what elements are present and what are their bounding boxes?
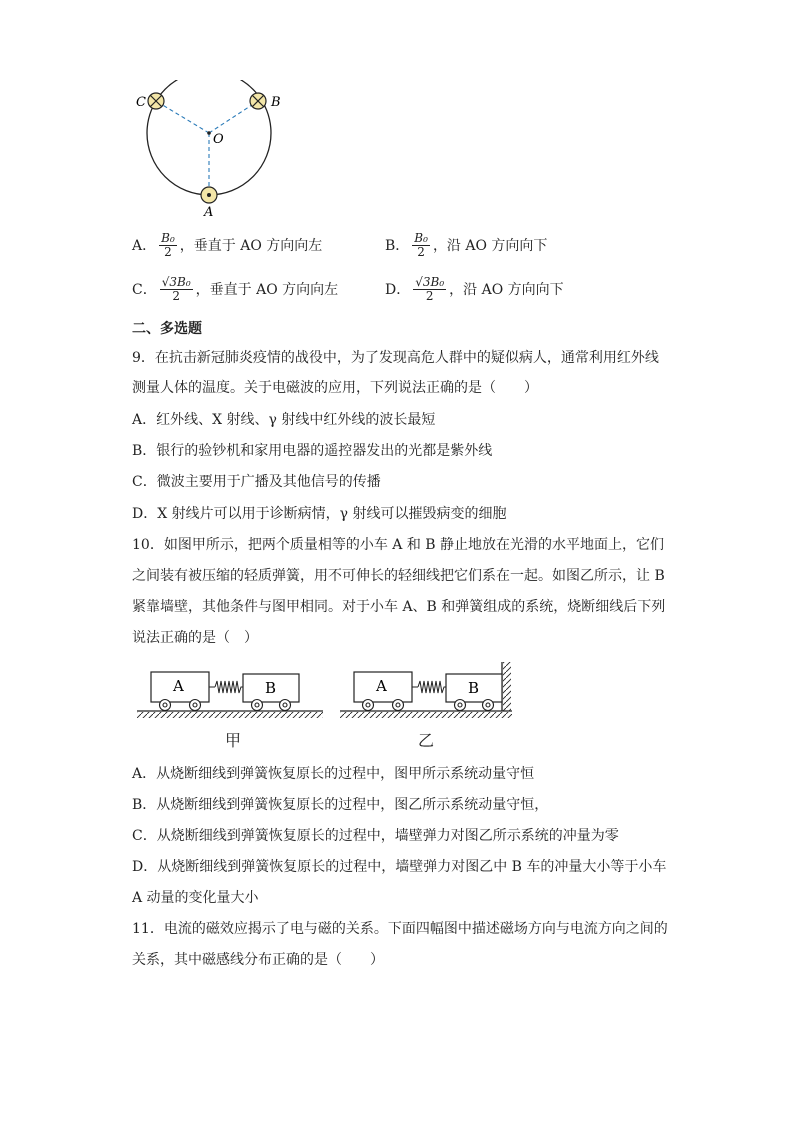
q10-stem: 之间装有被压缩的轻质弹簧，用不可伸长的轻细线把它们系在一起。如图乙所示，让 B bbox=[132, 568, 665, 584]
cart-a-label: A bbox=[173, 677, 184, 695]
center-point-o bbox=[207, 131, 211, 135]
ground-hatch bbox=[340, 712, 512, 718]
ground-hatch bbox=[137, 712, 323, 718]
circle-figure bbox=[130, 80, 290, 225]
fraction: $\frac{\text{B₀}}{2}$ bbox=[414, 231, 428, 259]
q10-option-c: C．从烧断细线到弹簧恢复原长的过程中，墙壁弹力对图乙所示系统的冲量为零 bbox=[132, 828, 619, 844]
q8-option-c: C． $\frac{\text{√3B₀}}{2}$ ，垂直于 AO 方向向左 bbox=[132, 275, 339, 303]
figure-jia bbox=[135, 660, 325, 725]
q8-option-b: B． $\frac{\text{B₀}}{2}$ ，沿 AO 方向向下 bbox=[385, 231, 548, 259]
cart-b-label: B bbox=[265, 679, 277, 697]
label-b: B bbox=[271, 95, 281, 110]
fraction: $\frac{\text{√3B₀}}{2}$ bbox=[415, 275, 445, 303]
figure-jia-caption: 甲 bbox=[225, 731, 242, 750]
wire-c-into-page-icon bbox=[148, 93, 164, 109]
dashed-line-ob bbox=[209, 101, 258, 133]
q11-stem: 11．电流的磁效应揭示了电与磁的关系。下面四幅图中描述磁场方向与电流方向之间的 bbox=[132, 921, 668, 937]
fraction: $\frac{\text{√3B₀}}{2}$ bbox=[161, 275, 191, 303]
q10-option-b: B．从烧断细线到弹簧恢复原长的过程中，图乙所示系统动量守恒， bbox=[132, 797, 549, 813]
q10-stem: 紧靠墙壁，其他条件与图甲相同。对于小车 A、B 和弹簧组成的系统，烧断细线后下列 bbox=[132, 599, 666, 615]
q8-option-a: A． $\frac{\text{B₀}}{2}$ ，垂直于 AO 方向向左 bbox=[132, 231, 323, 259]
q9-option-c: C．微波主要用于广播及其他信号的传播 bbox=[132, 474, 381, 490]
q11-stem: 关系，其中磁感线分布正确的是（ ） bbox=[132, 952, 384, 968]
q9-stem: 测量人体的温度。关于电磁波的应用，下列说法正确的是（ ） bbox=[132, 380, 538, 396]
figure-yi-caption: 乙 bbox=[418, 731, 435, 750]
q10-stem: 说法正确的是（ ） bbox=[132, 630, 258, 646]
label-o: O bbox=[213, 132, 224, 147]
label-a: A bbox=[204, 205, 214, 220]
spring-icon bbox=[209, 681, 243, 693]
q8-option-d: D． $\frac{\text{√3B₀}}{2}$ ，沿 AO 方向向下 bbox=[385, 275, 564, 303]
q9-stem: 9．在抗击新冠肺炎疫情的战役中，为了发现高危人群中的疑似病人，通常利用红外线 bbox=[132, 350, 659, 366]
cart-b-label: B bbox=[468, 679, 480, 697]
fraction: $\frac{\text{B₀}}{2}$ bbox=[161, 231, 175, 259]
q10-option-d: D．从烧断细线到弹簧恢复原长的过程中，墙壁弹力对图乙中 B 车的冲量大小等于小车 bbox=[132, 859, 667, 875]
q10-option-a: A．从烧断细线到弹簧恢复原长的过程中，图甲所示系统动量守恒 bbox=[132, 766, 535, 782]
q10-option-d-cont: A 动量的变化量大小 bbox=[132, 890, 259, 906]
label-c: C bbox=[136, 95, 146, 110]
q9-option-d: D．X 射线片可以用于诊断病情，γ 射线可以摧毁病变的细胞 bbox=[132, 506, 507, 522]
dashed-line-oc bbox=[156, 101, 209, 133]
q9-option-b: B．银行的验钞机和家用电器的遥控器发出的光都是紫外线 bbox=[132, 443, 493, 459]
wall-hatch bbox=[503, 662, 511, 711]
spring-icon bbox=[412, 681, 446, 693]
q10-stem: 10．如图甲所示，把两个质量相等的小车 A 和 B 静止地放在光滑的水平地面上，它们 bbox=[132, 537, 665, 553]
figure-yi bbox=[338, 660, 528, 725]
q9-option-a: A．红外线、X 射线、γ 射线中红外线的波长最短 bbox=[132, 412, 436, 428]
section-title: 二、多选题 bbox=[132, 321, 202, 337]
wire-b-into-page-icon bbox=[250, 93, 266, 109]
cart-a-label: A bbox=[376, 677, 387, 695]
wire-a-out-of-page-icon bbox=[201, 187, 217, 203]
